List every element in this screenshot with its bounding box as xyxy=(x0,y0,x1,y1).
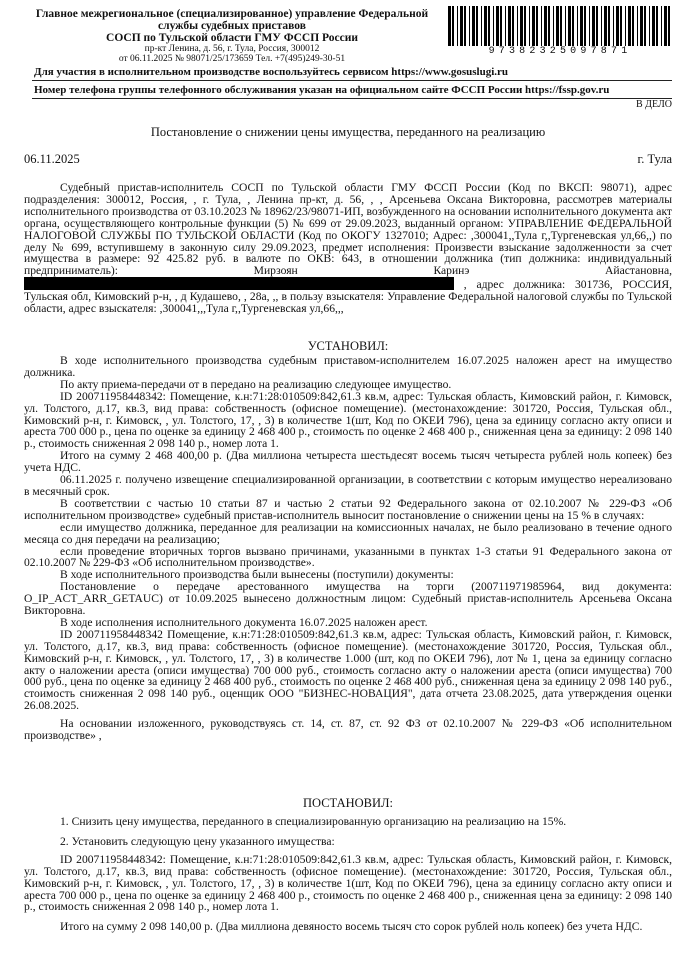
intro-text-part2: , адрес должника: 301736, РОССИЯ, Тульская обл, Кимовский р-н, , д Кудашево, , 28а, ,, в пользу взыскателя: Управление Федеральной налоговой службы по Тульской области, адрес взыскателя: ,300041,,,Тула г,,Тургеневская ул,66,,, xyxy=(24,278,672,316)
issuer-org-line3: СОСП по Тульской области ГМУ ФССП России xyxy=(106,32,358,44)
ustanovil-p6: В соответствии с частью 10 статьи 87 и частью 2 статьи 92 Федерального закона от 02.10.2007 № 229-ФЗ «Об исполнительном производстве» судебный пристав-исполнитель выносит постановление о снижении цены на 15 % в случаях: xyxy=(24,496,672,522)
ustanovil-p5: 06.11.2025 г. получено извещение специализированной организации, в соответствии с которым имущество нереализовано в месячный срок. xyxy=(24,473,672,498)
ustanovil-p2: По акту приема-передачи от в передано на реализацию следующее имущество. xyxy=(60,377,452,391)
document-title: Постановление о снижении цены имущества, переданного на реализацию xyxy=(150,125,546,139)
barcode xyxy=(446,6,674,46)
postanovil-p2: Итого на сумму 2 098 140,00 р. (Два миллиона девяносто восемь тысяч сто сорок рублей ноль копеек) без учета НДС. xyxy=(60,920,643,934)
issuer-header xyxy=(32,8,432,64)
phone-notice: Номер телефона группы телефонного обслуживания указан на официальном сайте ФССП России https://fssp.gov.ru xyxy=(34,84,610,96)
document-city: г. Тула xyxy=(637,152,672,166)
postanovil-section xyxy=(24,816,672,933)
ustanovil-p7: если имущество должника, переданное для реализации на комиссионных началах, не было реализовано в течение одного месяца со дня передачи на реализацию; xyxy=(24,520,672,546)
postanovil-item1: 1. Снизить цену имущества, переданного в специализированную организацию на реализацию на 15%. xyxy=(60,815,567,828)
intro-paragraph xyxy=(24,182,672,315)
ustanovil-p3: ID 200711958448342: Помещение, к.н:71:28:010509:842,61.3 кв.м, адрес: Тульская область, Кимовский район, г. Кимовск, ул. Толстого, д.17, кв.3, вид права: собственность (офисное помещение). (местонахождение: 301720, Россия, Тульская обл., Кимовский р-н, г. Кимовск, , ул. Толстого, 17, , 3) в количестве 1(шт, Код по ОКЕИ 796), цена за единицу согласно акту описи и ареста 700 000 р., цена по оценке за единицу 2 468 400 р., стоимость по оценке 2 468 400 р., сниженная цена за единицу: 2 098 140 р., стоимость сниженная 2 098 140 р., номер лота 1. xyxy=(24,389,672,451)
ustanovil-p4: Итого на сумму 2 468 400,00 р. (Два миллиона четыреста шестьдесят восемь тысяч четыреста рублей ноль копеек) без учета НДС. xyxy=(24,449,672,475)
ustanovil-p9: В ходе исполнительного производства были вынесены (поступили) документы: xyxy=(60,568,454,582)
ustanovil-p1: В ходе исполнительного производства судебным приставом-исполнителем 16.07.2025 наложен арест на имущество должника. xyxy=(24,354,672,379)
issuer-org-line1: Главное межрегиональное (специализированное) управление Федеральной xyxy=(35,8,429,20)
v-delo-mark: В ДЕЛО xyxy=(636,99,672,110)
ustanovil-heading: УСТАНОВИЛ: xyxy=(307,339,389,353)
ustanovil-p8: если проведение вторичных торгов вызвано причинами, указанными в пунктах 1-3 статьи 91 Федерального закона от 02.10.2007 № 229-ФЗ «Об исполнительном производстве». xyxy=(24,544,672,570)
intro-text-part1: Судебный пристав-исполнитель СОСП по Тульской области ГМУ ФССП России (Код по ВКСП: 98071), адрес подразделения: 300012, Россия, , г. Тула, , Ленина пр-кт, д. 56, , , Арсеньева Оксана Викторовна, рассмотрев материалы исполнительного производства от 03.10.2023 № 18962/23/98071-ИП, возбужденного на основании исполнительного документа акт органа, осуществляющего контрольные функции (5) № 699 от 29.09.2023, выданный органом: УПРАВЛЕНИЕ ФЕДЕРАЛЬНОЙ НАЛОГОВОЙ СЛУЖБЫ ПО ТУЛЬСКОЙ ОБЛАСТИ (Код по ОКОГУ 1327010; Адрес: ,300041,,Тула г,,Тургеневская ул,66,,) по делу № 699, вступившему в законную силу 29.09.2023, предмет исполнения: Произвести взыскание задолженности за счет имущества в размере: 92 425.82 руб. в валюте по ОКВ: 643, в отношении должника (тип должника: индивидуальный предприниматель): Мирзоян Каринэ Айастановна, xyxy=(24,181,672,278)
redaction-bar xyxy=(24,277,454,290)
header-divider-1 xyxy=(32,80,672,81)
ustanovil-p11: В ходе исполнения исполнительного документа 16.07.2025 наложен арест. xyxy=(60,615,428,629)
ustanovil-p12: ID 200711958448342 Помещение, к.н:71:28:010509:842,61.3 кв.м, адрес: Тульская область, Кимовский район, г. Кимовск, ул. Толстого, д.17, кв.3, вид права: собственность (офисное помещение). (местонахождение 301720, Россия, Тульская обл., Кимовский р-н, г. Кимовск, , ул. Толстого, 17, , 3) в количестве 1.000 (шт, код по ОКЕИ 796), лот № 1, цена за единицу согласно акту о наложении ареста (описи имущества) 700 000 руб., стоимость согласно акту о наложении ареста (описи имущества) 700 000 руб., цена по оценке за единицу 2 468 400 руб., стоимость по оценке 2 468 400 руб., сниженная цена за единицу 2 098 140 руб., стоимость сниженная 2 098 140 руб., оценщик ООО "БИЗНЕС-НОВАЦИЯ", дата отчета 23.08.2025, дата утверждения оценки 26.08.2025. xyxy=(24,627,672,713)
gosuslugi-notice: Для участия в исполнительном производстве воспользуйтесь сервисом https://www.gosuslugi.ru xyxy=(34,66,509,78)
issuer-org-line2: службы судебных приставов xyxy=(158,20,306,32)
issuer-address: пр-кт Ленина, д. 56, г. Тула, Россия, 300012 xyxy=(144,44,320,54)
postanovil-p1: ID 200711958448342: Помещение, к.н:71:28:010509:842,61.3 кв.м, адрес: Тульская область, Кимовский район, г. Кимовск, ул. Толстого, д.17, кв.3, вид права: собственность (офисное помещение). (местонахождение: 301720, Россия, Тульская обл., Кимовский р-н, г. Кимовск, , ул. Толстого, 17, , 3) в количестве 1(шт, Код по ОКЕИ 796), цена за единицу согласно акту описи и ареста 700 000 р., цена по оценке за единицу 2 468 400 р., стоимость по оценке 2 468 400 р., сниженная цена за единицу: 2 098 140 р., стоимость сниженная 2 098 140 р., номер лота 1. xyxy=(24,852,672,914)
ustanovil-p10: Постановление о передаче арестованного имущества на торги (200711971985964, вид документа: O_IP_ACT_ARR_GETAUC) от 10.09.2025 вынесено должностным лицом: Судебный пристав-исполнитель Арсеньева Оксана Викторовна. xyxy=(24,580,672,618)
ustanovil-section xyxy=(24,355,672,742)
document-date: 06.11.2025 xyxy=(24,152,80,166)
postanovil-heading: ПОСТАНОВИЛ: xyxy=(303,796,393,810)
issuer-reg-line: от 06.11.2025 № 98071/25/173659 Тел. +7(495)249-30-51 xyxy=(118,54,346,64)
header-divider-2 xyxy=(32,98,672,99)
ustanovil-p13: На основании изложенного, руководствуясь ст. 14, ст. 87, ст. 92 ФЗ от 02.10.2007 № 229-ФЗ «Об исполнительном производстве» , xyxy=(24,717,672,743)
barcode-number: 97382325097871 xyxy=(488,46,632,57)
postanovil-item2: 2. Установить следующую цену указанного имущества: xyxy=(60,834,335,848)
